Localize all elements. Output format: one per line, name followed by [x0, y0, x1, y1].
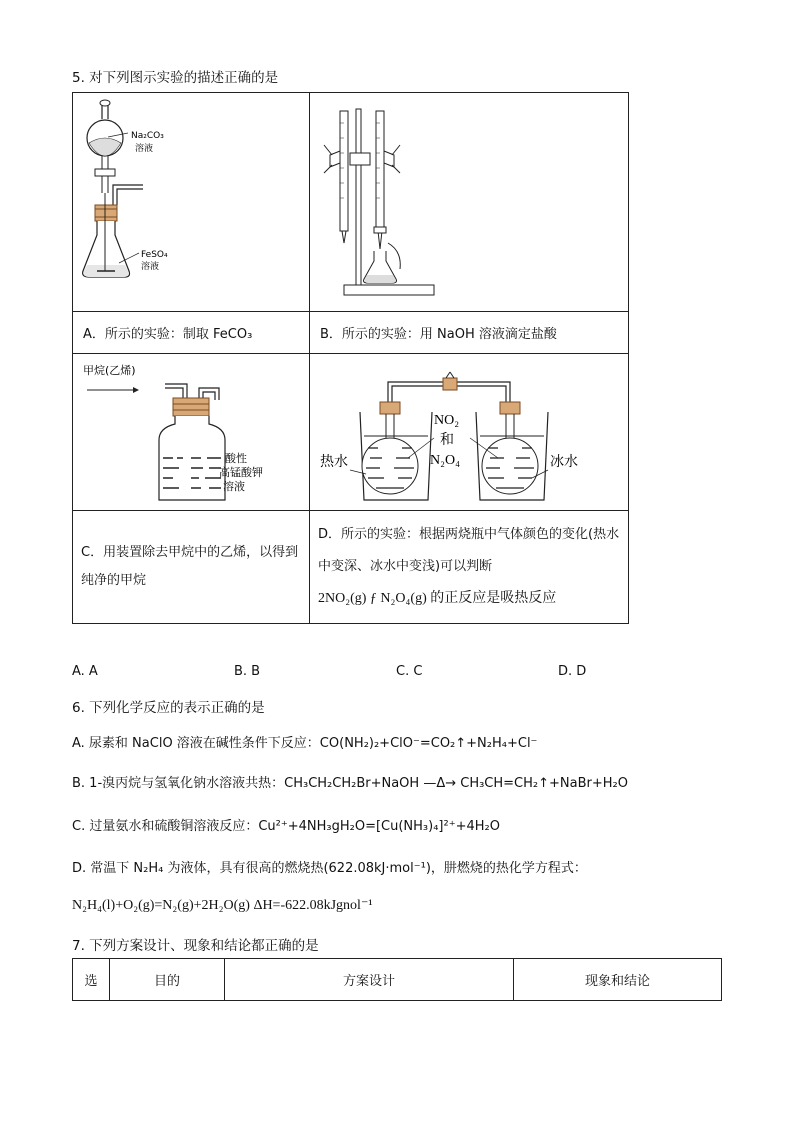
option-d-caption-line2: 2NO₂(g) ƒ N₂O₄(g) 的正反应是吸热反应 [318, 591, 557, 606]
question-5-table [72, 92, 629, 624]
question-6-option-b[interactable]: B. 1-溴丙烷与氢氧化钠水溶液共热：CH₃CH₂CH₂Br+NaOH —Δ→ CH₃CH=CH₂↑+NaBr+H₂O [72, 776, 628, 791]
gas-label-n2o4: N₂O₄ [430, 453, 460, 468]
figure-d-no2-n2o4-flasks [310, 354, 628, 510]
option-a-caption: A．所示的实验：制取 FeCO₃ [73, 312, 310, 354]
q7-header-result: 现象和结论 [514, 959, 722, 1001]
figure-b-cell [310, 93, 629, 312]
answer-option-b[interactable]: B. B [234, 664, 261, 679]
gas-label-methane-ethylene: 甲烷(乙烯) [83, 364, 136, 377]
gas-label-and: 和 [440, 432, 454, 448]
option-d-caption [310, 511, 629, 624]
q7-header-design: 方案设计 [225, 959, 514, 1001]
question-6-option-a[interactable]: A. 尿素和 NaClO 溶液在碱性条件下反应：CO(NH₂)₂+ClO⁻=CO₂↑+N₂H₄+Cl⁻ [72, 736, 538, 751]
ice-water-label: 冰水 [550, 454, 578, 470]
gas-label-no2: NO₂ [434, 413, 460, 428]
figure-a-feco3-apparatus [73, 93, 309, 311]
figure-b-titration-apparatus [310, 93, 628, 311]
figure-a-cell [73, 93, 310, 312]
figure-d-cell [310, 354, 629, 511]
reagent-solution: 溶液 [223, 480, 245, 493]
q7-header-purpose: 目的 [110, 959, 225, 1001]
question-7-stem: 7. 下列方案设计、现象和结论都正确的是 [72, 938, 319, 954]
answer-option-a[interactable]: A. A [72, 664, 98, 679]
figure-c-wash-bottle [73, 354, 309, 510]
option-c-caption: C．用装置除去甲烷中的乙烯，以得到纯净的甲烷 [73, 511, 310, 624]
option-d-caption-line1: D．所示的实验：根据两烧瓶中气体颜色的变化(热水中变深、冰水中变浅)可以判断 [318, 527, 620, 574]
reagent-acidic: 酸性 [225, 452, 247, 465]
question-5-stem: 5. 对下列图示实验的描述正确的是 [72, 70, 279, 86]
reagent-feso4: FeSO₄ [141, 250, 168, 260]
reagent-na2co3: Na₂CO₃ [131, 131, 164, 141]
reagent-feso4-solution: 溶液 [141, 262, 160, 272]
question-6-option-c[interactable]: C. 过量氨水和硫酸铜溶液反应：Cu²⁺+4NH₃gH₂O=[Cu(NH₃)₄]²⁺+4H₂O [72, 819, 500, 834]
q7-header-option: 选 [73, 959, 110, 1001]
option-b-caption: B．所示的实验：用 NaOH 溶液滴定盐酸 [310, 312, 629, 354]
question-7-table [72, 958, 722, 1001]
question-6-option-d-line2: N₂H₄(l)+O₂(g)=N₂(g)+2H₂O(g) ΔH=-622.08kJgnol⁻¹ [72, 898, 373, 913]
question-6-stem: 6. 下列化学反应的表示正确的是 [72, 700, 265, 716]
reagent-na2co3-solution: 溶液 [135, 144, 154, 154]
reagent-kmno4: 高锰酸钾 [219, 466, 263, 479]
hot-water-label: 热水 [320, 454, 348, 470]
question-6-option-d-line1[interactable]: D. 常温下 N₂H₄ 为液体，具有很高的燃烧热(622.08kJ·mol⁻¹)，肼燃烧的热化学方程式： [72, 861, 587, 876]
figure-c-cell [73, 354, 310, 511]
answer-option-d[interactable]: D. D [558, 664, 587, 679]
answer-option-c[interactable]: C. C [396, 664, 423, 679]
